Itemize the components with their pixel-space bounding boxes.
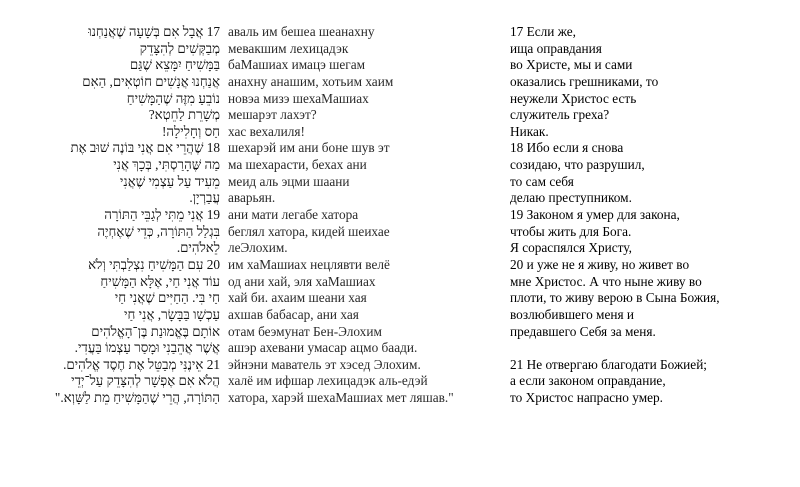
hebrew-line: עֲבַרְיָן. <box>189 190 220 206</box>
hebrew-line: 21 אֵינֶנִּי מְבַטֵּל אֶת חֶסֶד אֱלֹהִים. <box>63 356 220 372</box>
hebrew-line: הַתּוֹרָה, הֲרֵי שֶׁהַמָּשִׁיחַ מֵת לַשָּׁוְא." <box>54 390 220 406</box>
transliteration-line: хатора, харэй шехаМашиах мет ляшав." <box>228 390 454 406</box>
transliteration-line: ма шехарасти, бехах ани <box>228 157 367 173</box>
hebrew-line: עַכְשָׁו בַּבָּשָׂר, אֲנִי חַי <box>123 306 220 322</box>
transliteration-line: ашэр ахевани умасар ацмо баади. <box>228 340 418 356</box>
transliteration-line: отам беэмунат Бен-Элохим <box>228 323 382 339</box>
russian-line: делаю преступником. <box>510 190 632 206</box>
russian-line: предавшего Себя за меня. <box>510 323 656 339</box>
hebrew-line: 19 אֲנִי מֵתִּי לְגַבֵּי הַתּוֹרָה <box>104 207 220 223</box>
russian-line: 19 Законом я умер для закона, <box>510 207 680 223</box>
transliteration-line: беглял хатора, кидей шеихае <box>228 223 390 239</box>
hebrew-line: מְבַקְּשִׁים לְהִצָּדֵק <box>139 40 220 56</box>
russian-line: то сам себя <box>510 173 574 189</box>
russian-line: возлюбившего меня и <box>510 306 635 322</box>
hebrew-line: נוֹבֵעַ מִזֶּה שֶׁהַמָּשִׁיחַ <box>126 90 220 106</box>
russian-line: 17 Если же, <box>510 24 576 39</box>
hebrew-line: בִּגְלַל הַתּוֹרָה, כְּדֵי שֶׁאֶחְיֶה <box>97 223 220 239</box>
hebrew-line: לֵאלֹהִים. <box>176 240 220 256</box>
hebrew-line: אֲשֶׁר אֲהֵבַנִי וּמָסַר עַצְמוֹ בַּעֲדִי. <box>74 340 220 356</box>
russian-line <box>510 340 795 357</box>
hebrew-line: עוֹד אֲנִי חַי, אֶלָּא הַמָּשִׁיחַ <box>100 273 220 289</box>
transliteration-line: эйнэни маватель эт хэсед Элохим. <box>228 356 421 372</box>
transliteration-line: шехарэй им ани боне шув эт <box>228 140 390 156</box>
transliteration-line: хас вехалиля! <box>228 123 305 139</box>
hebrew-line: 20 עִם הַמָּשִׁיחַ נִצְלַבְתִּי וְלֹא <box>88 256 220 272</box>
hebrew-line: אֲנַחְנוּ אֲנָשִׁים חוֹטְאִים, הַאִם <box>82 73 220 89</box>
russian-line: то Христос напрасно умер. <box>510 390 663 406</box>
transliteration-line: мевакшим лехицадэк <box>228 40 349 56</box>
hebrew-line: חַס וְחָלִילָה! <box>161 123 220 139</box>
russian-line: а если законом оправдание, <box>510 373 666 389</box>
hebrew-line: 18 שֶׁהֲרֵי אִם אֲנִי בּוֹנֶה שׁוּב אֶת <box>70 140 220 156</box>
transliteration-line: им хаМашиах нецлявти велё <box>228 256 390 272</box>
russian-line: во Христе, мы и сами <box>510 57 633 73</box>
russian-line: неужели Христос есть <box>510 90 637 106</box>
russian-column <box>510 24 795 407</box>
russian-line: Я сораспялся Христу, <box>510 240 632 256</box>
russian-line: мне Христос. А что ныне живу во <box>510 273 702 289</box>
russian-line: 21 Не отвергаю благодати Божией; <box>510 356 707 372</box>
transliteration-line: аварьян. <box>228 190 276 206</box>
transliteration-line: леЭлохим. <box>228 240 288 256</box>
russian-line: 20 и уже не я живу, но живет во <box>510 256 690 272</box>
hebrew-line: הֲלֹא אִם אֶפְשָׁר לְהִצָּדֵק עַל־יְדֵי <box>71 373 220 389</box>
transliteration-line: ани мати легабе хатора <box>228 207 359 223</box>
transliteration-line: аваль им бешеа шеанахну <box>228 24 375 39</box>
russian-line: Никак. <box>510 123 549 139</box>
hebrew-column <box>10 24 220 407</box>
transliteration-line: меид аль эцми шаани <box>228 173 350 189</box>
hebrew-line: מְשָׁרֵת לַחֵטְא? <box>148 107 220 123</box>
transliteration-line: од ани хай, эля хаМашиах <box>228 273 376 289</box>
russian-line: оказались грешниками, то <box>510 73 659 89</box>
russian-line: созидаю, что разрушил, <box>510 157 645 173</box>
hebrew-line: אוֹתָם בֶּאֱמוּנַת בֶּן־הָאֱלֹהִים <box>91 323 220 339</box>
hebrew-line: מֵעִיד עַל עַצְמִי שֶׁאֲנִי <box>119 173 220 189</box>
transliteration-line: мешарэт лахэт? <box>228 107 317 123</box>
transliteration-line: халё им ифшар лехицадэк аль-едэй <box>228 373 428 389</box>
transliteration-line: ахшав бабасар, ани хая <box>228 306 359 322</box>
russian-line: чтобы жить для Бога. <box>510 223 632 239</box>
hebrew-line: חַי בִּי. הַחַיִּים שֶׁאֲנִי חַי <box>114 290 220 306</box>
russian-line: 18 Ибо если я снова <box>510 140 624 156</box>
transliteration-line: баМашиах имацэ шегам <box>228 57 366 73</box>
transliteration-column <box>228 24 498 407</box>
transliteration-line: новэа мизэ шехаМашиах <box>228 90 369 106</box>
russian-line: служитель греха? <box>510 107 610 123</box>
russian-line: плоти, то живу верою в Сына Божия, <box>510 290 720 306</box>
hebrew-line: מַה שֶּׁהָרַסְתִּי, בְּכָךְ אֲנִי <box>113 157 220 173</box>
russian-line: ища оправдания <box>510 40 602 56</box>
transliteration-line: хай би. ахаим шеани хая <box>228 290 367 306</box>
hebrew-line: 17 אֲבָל אִם בְּשָׁעָה שֶׁאֲנַחְנוּ <box>88 24 220 39</box>
hebrew-line: בַּמָּשִׁיחַ יִמָּצֵא שֶׁגַּם <box>129 57 220 73</box>
transliteration-line: анахну анашим, хотьим хаим <box>228 73 394 89</box>
